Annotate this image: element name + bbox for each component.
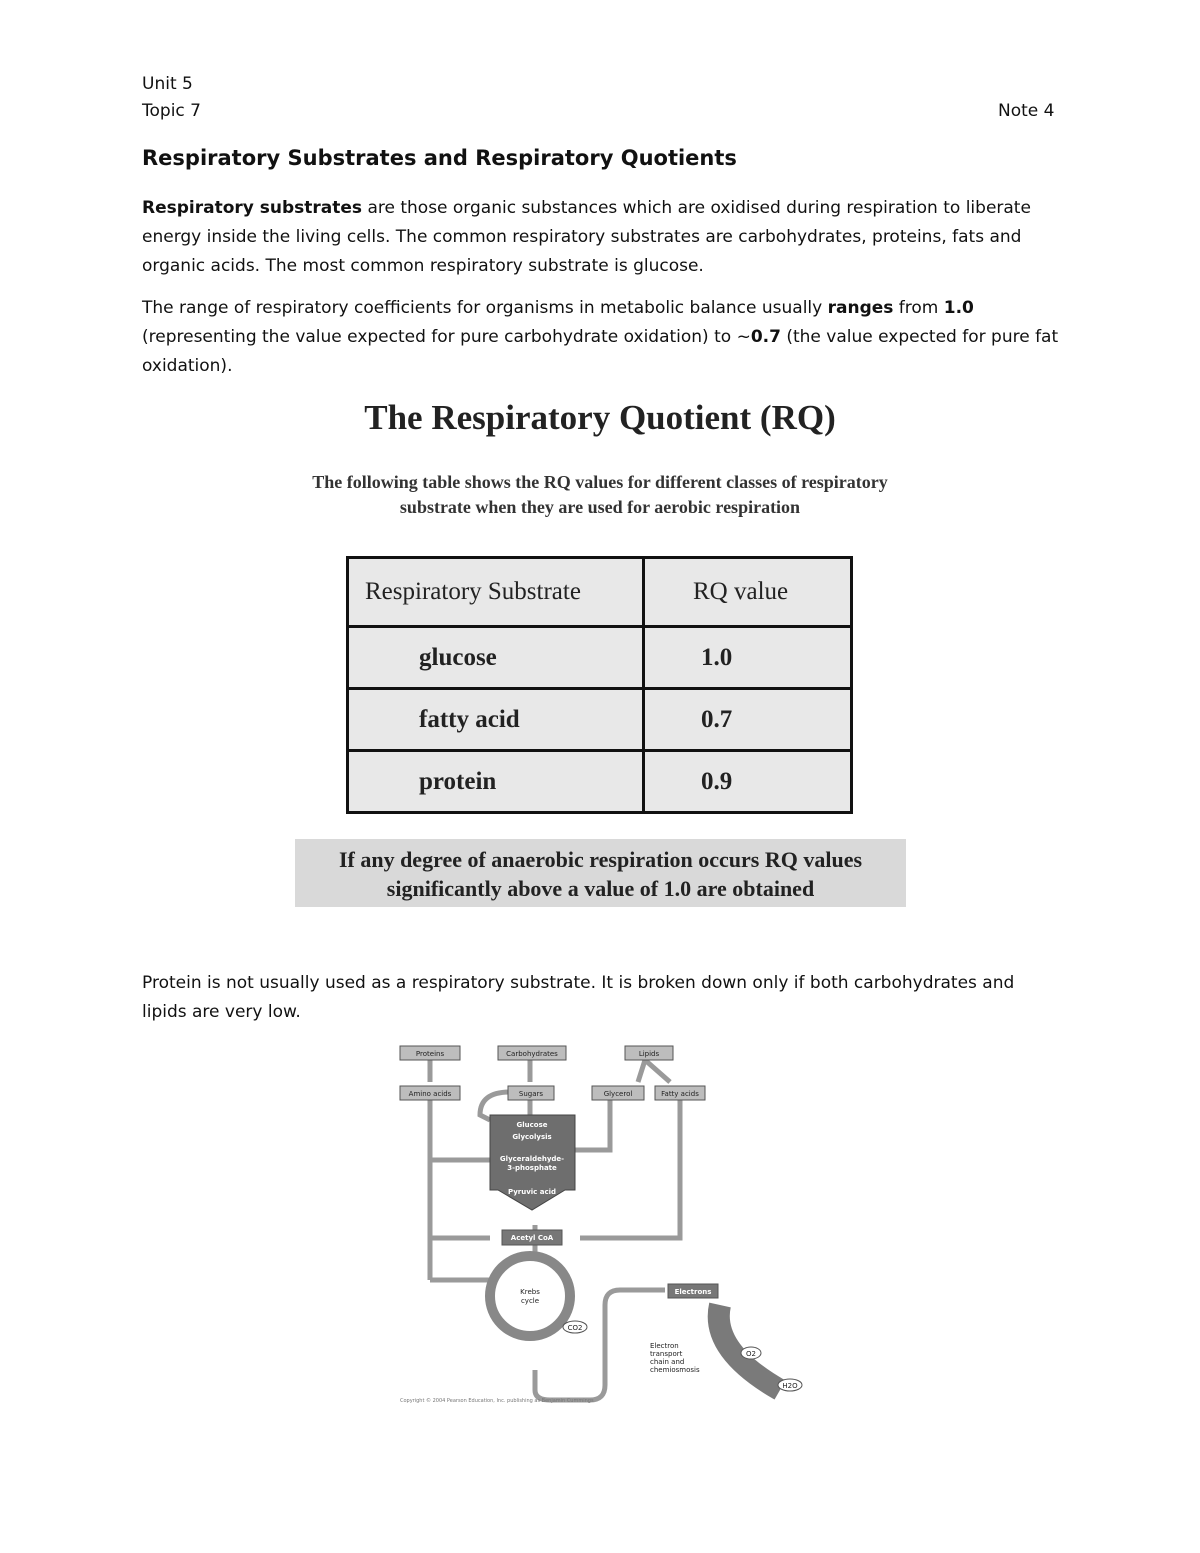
rq-cell-value: 1.0 [644,627,852,689]
label-amino-acids: Amino acids [408,1090,452,1098]
anaerobic-note-line-2: significantly above a value of 1.0 are obtained [386,876,815,901]
label-cycle: cycle [520,1297,540,1305]
label-co2: CO2 [567,1324,583,1332]
table-row [348,627,852,689]
unit-label: Unit 5 [142,74,193,94]
rq-table [346,556,853,814]
arrow-fatty-acetyl [580,1100,680,1238]
range-bold-1-0: 1.0 [943,298,974,318]
label-acetyl-coa: Acetyl CoA [510,1234,554,1242]
rq-subtitle-line-2: substrate when they are used for aerobic respiration [399,497,801,517]
rq-cell-substrate: fatty acid [348,689,644,751]
label-electrons: Electrons [674,1288,712,1296]
arrow-lipids-split [638,1060,670,1082]
paragraph-substrates [142,194,1062,281]
anaerobic-note-line-1: If any degree of anaerobic respiration occurs RQ values [338,847,863,872]
label-etc-3: chain and [650,1358,685,1366]
paragraph-protein: Protein is not usually used as a respiratory substrate. It is broken down only if both carbohydrates and lipids are very low. [142,973,1015,1022]
range-bold-0-7: 0.7 [750,327,781,347]
paragraph-substrates-text: are those organic substances which are oxidised during respiration to liberate energy inside the living cells. The common respiratory substrates are carbohydrates, proteins, fats and organic acids. The most common respiratory substrate is glucose. [142,198,1031,276]
label-glycolysis: Glycolysis [512,1133,552,1141]
diagram-copyright: Copyright © 2004 Pearson Education, Inc. publishing as Benjamin Cummings [400,1398,594,1404]
label-etc-4: chemiosmosis [650,1366,700,1374]
label-g3p-2: 3-phosphate [507,1164,557,1172]
rq-figure-subtitle [0,470,1200,520]
arrow-krebs-etc [535,1290,665,1400]
label-lipids: Lipids [638,1050,660,1058]
label-o2: O2 [746,1350,756,1358]
range-bold-ranges: ranges [827,298,894,318]
label-carbohydrates: Carbohydrates [506,1050,558,1058]
range-text-4: (the value expected for pure fat oxidation). [142,327,1059,376]
label-etc-2: transport [650,1350,683,1358]
krebs-cycle-ring [490,1256,570,1336]
rq-cell-substrate: glucose [348,627,644,689]
rq-header-value: RQ value [644,558,852,627]
rq-cell-value: 0.7 [644,689,852,751]
table-row [348,751,852,813]
label-glucose: Glucose [516,1121,548,1129]
label-proteins: Proteins [415,1050,445,1058]
page-title: Respiratory Substrates and Respiratory Quotients [142,146,737,170]
rq-figure-title: The Respiratory Quotient (RQ) [364,398,836,437]
term-respiratory-substrates: Respiratory substrates [142,198,363,218]
topic-label: Topic 7 [142,101,201,121]
label-etc-1: Electron [650,1342,679,1350]
table-row [348,689,852,751]
label-sugars: Sugars [518,1090,544,1098]
range-text-3: (representing the value expected for pure carbohydrate oxidation) to ~ [142,327,751,347]
label-krebs: Krebs [520,1288,540,1296]
rq-cell-substrate: protein [348,751,644,813]
label-h2o: H2O [782,1382,798,1390]
rq-header-substrate: Respiratory Substrate [348,558,644,627]
range-text-2: from [893,298,944,318]
arrow-glycerol-glycolysis [575,1100,610,1150]
label-glycerol: Glycerol [603,1090,633,1098]
label-fatty-acids: Fatty acids [661,1090,699,1098]
rq-cell-value: 0.9 [644,751,852,813]
label-pyruvic-acid: Pyruvic acid [507,1188,557,1196]
label-g3p-1: Glyceraldehyde- [499,1155,565,1163]
paragraph-range [142,294,1062,381]
range-text-1: The range of respiratory coefficients for organisms in metabolic balance usually [142,298,828,318]
rq-table-header-row [348,558,852,627]
rq-subtitle-line-1: The following table shows the RQ values for different classes of respiratory [312,472,888,492]
metabolic-pathway-diagram [380,1040,820,1410]
anaerobic-note-box [295,839,906,907]
note-label: Note 4 [998,101,1055,121]
